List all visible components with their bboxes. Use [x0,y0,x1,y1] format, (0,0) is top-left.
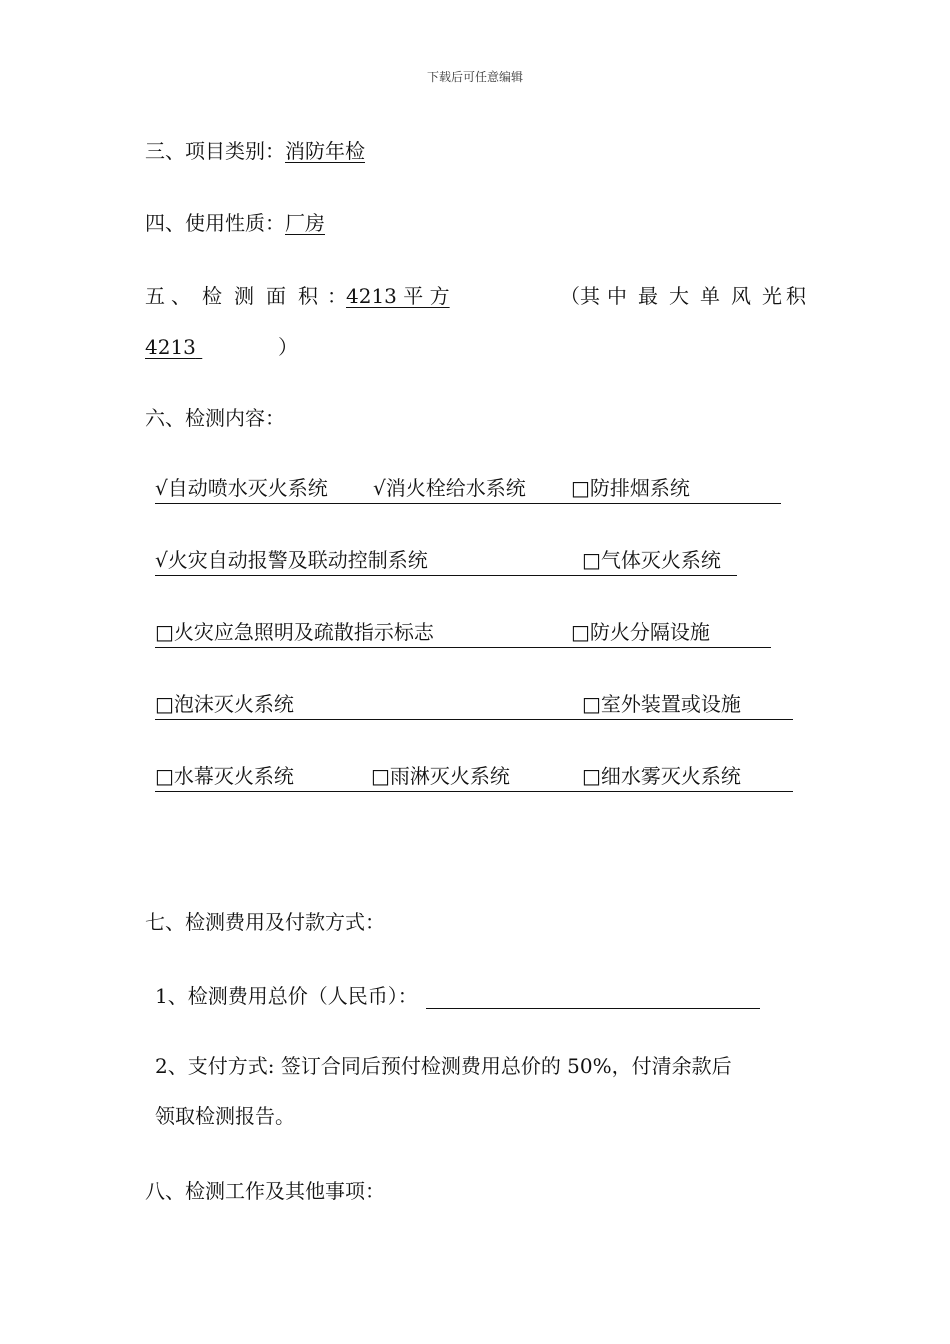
checklist-row-5 [155,763,793,792]
checklist-item: □雨淋灭火系统 [371,764,510,788]
paren-char: 单 [700,284,720,308]
paren-char: 积 [786,284,806,308]
area-char: ： [327,284,347,308]
section-inspection-area [145,283,806,309]
paren-char: 大 [669,284,689,308]
area-char: 测 [234,284,254,308]
section-project-category [145,138,365,164]
area-close-paren: ） [278,335,298,359]
area-max-value-line [145,334,300,360]
fee-total-label: 1、检测费用总价（人民币）： [155,984,418,1008]
checklist-item: √火灾自动报警及联动控制系统 [155,548,428,572]
checklist-item: □火灾应急照明及疏散指示标志 [155,620,434,644]
payment-method-line-2: 领取检测报告。 [155,1104,295,1128]
section-usage-nature [145,210,325,236]
area-char: 检 [202,284,222,308]
checklist-item: □防排烟系统 [571,476,690,500]
checklist-item: □水幕灭火系统 [155,764,294,788]
area-char: 面 [266,284,286,308]
section-other-matters: 八、检测工作及其他事项： [145,1179,385,1203]
area-char: 积 [298,284,318,308]
area-value: 4213 平 方 [346,284,450,308]
payment-method-line-1: 2、支付方式: 签订合同后预付检测费用总价的 50%，付清余款后 [155,1054,732,1078]
checklist-item: □室外装置或设施 [582,692,741,716]
checklist-item: √自动喷水灭火系统 [155,476,328,500]
checklist-item: □细水雾灭火系统 [582,764,741,788]
checklist-row-3 [155,619,771,648]
paren-char: 风 [731,284,751,308]
header-note: 下载后可任意编辑 [426,70,523,84]
paren-char: 中 [607,284,627,308]
checklist-row-1 [155,475,781,504]
project-category-value: 消防年检 [285,139,365,163]
checklist-row-4 [155,691,793,720]
project-category-label: 三、项目类别： [145,139,285,163]
checklist-item: √消火栓给水系统 [373,476,526,500]
paren-char: （其 [560,284,600,308]
fee-total-row [155,983,760,1009]
usage-nature-value: 厂房 [285,211,325,235]
paren-char: 最 [638,284,658,308]
area-char: 五 [145,284,165,308]
checklist-item: □泡沫灭火系统 [155,692,294,716]
section-fee-payment: 七、检测费用及付款方式： [145,910,385,934]
checklist-row-2 [155,547,737,576]
area-char: 、 [171,284,191,308]
usage-nature-label: 四、使用性质： [145,211,285,235]
checklist-item: □气体灭火系统 [582,548,721,572]
area-max-value: 4213 [145,335,196,359]
fee-total-blank [426,988,760,1009]
checklist-item: □防火分隔设施 [571,620,710,644]
paren-char: 光 [762,284,782,308]
section-inspection-content: 六、检测内容： [145,406,285,430]
